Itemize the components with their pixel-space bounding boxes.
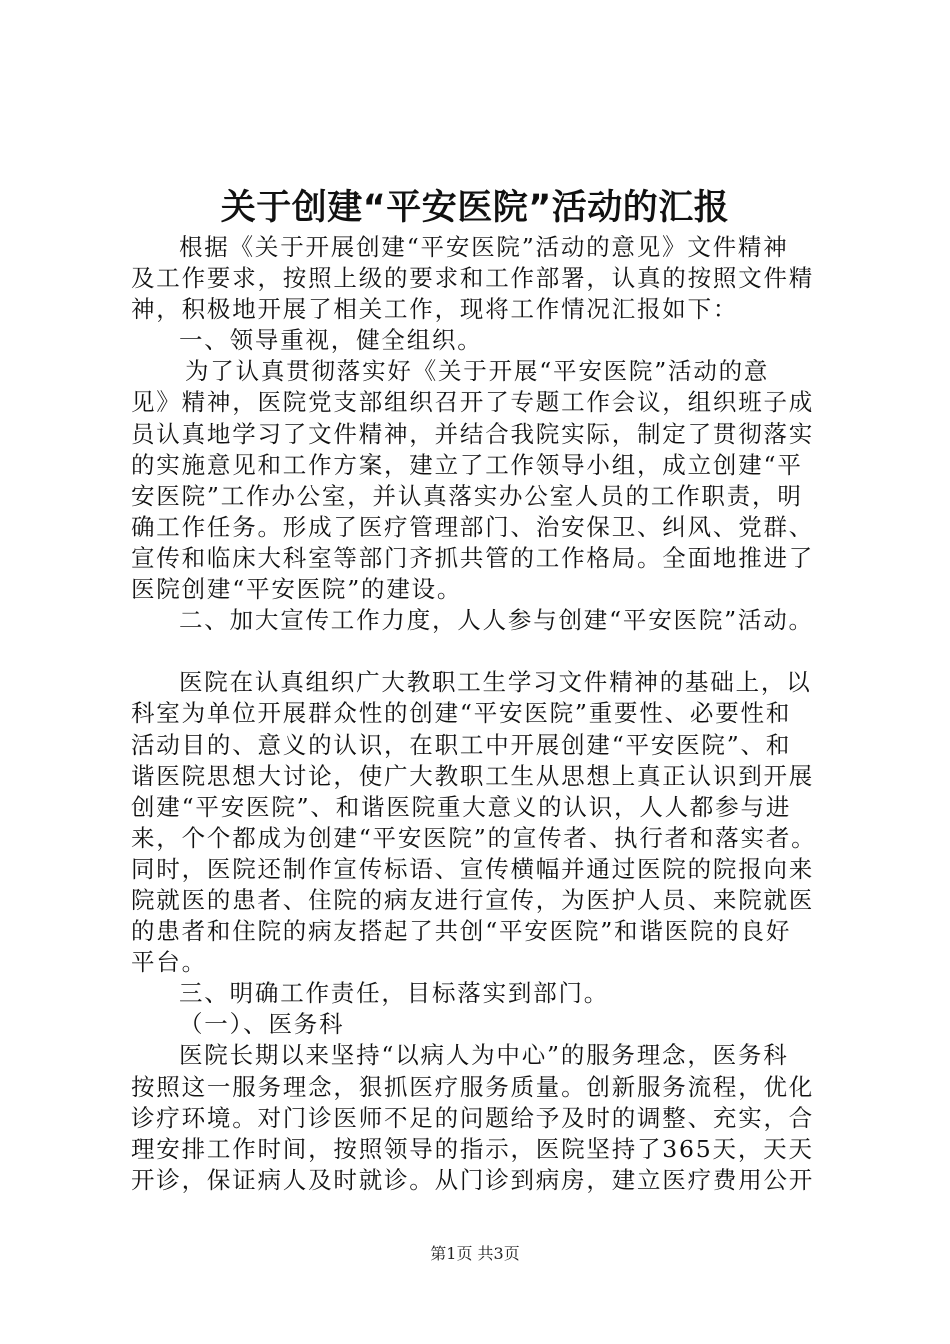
paragraph-line: 医院长期以来坚持“以病人为中心”的服务理念，医务科: [179, 1041, 789, 1070]
paragraph-line: 确工作任务。形成了医疗管理部门、治安保卫、纠风、党群、: [131, 512, 815, 541]
paragraph-line: 神，积极地开展了相关工作，现将工作情况汇报如下：: [131, 295, 739, 324]
section-heading: 一、领导重视，健全组织。: [179, 326, 483, 355]
paragraph-line: 院就医的患者、住院的病友进行宣传，为医护人员、来院就医: [131, 885, 815, 914]
paragraph-line: 医院创建“平安医院”的建设。: [131, 575, 463, 604]
paragraph-line: 同时，医院还制作宣传标语、宣传横幅并通过医院的院报向来: [131, 854, 815, 883]
paragraph-line: 根据《关于开展创建“平安医院”活动的意见》文件精神: [179, 233, 789, 261]
paragraph-line: 的实施意见和工作方案，建立了工作领导小组，成立创建“平: [131, 450, 803, 479]
blank-line: [131, 636, 851, 667]
paragraph-line: 为了认真贯彻落实好《关于开展“平安医院”活动的意: [185, 357, 770, 386]
paragraph-line: 诊疗环境。对门诊医师不足的问题给予及时的调整、充实，合: [131, 1103, 815, 1132]
paragraph-line: 谐医院思想大讨论，使广大教职工生从思想上真正认识到开展: [131, 761, 815, 790]
section-heading: 二、加大宣传工作力度，人人参与创建“平安医院”活动。: [179, 606, 814, 635]
paragraph-line: 宣传和临床大科室等部门齐抓共管的工作格局。全面地推进了: [131, 543, 815, 572]
paragraph-line: 的患者和住院的病友搭起了共创“平安医院”和谐医院的良好: [131, 917, 792, 946]
paragraph-line: 及工作要求，按照上级的要求和工作部署，认真的按照文件精: [131, 264, 815, 293]
paragraph-line: 医院在认真组织广大教职工生学习文件精神的基础上，以: [179, 668, 812, 697]
paragraph-line: 理安排工作时间，按照领导的指示，医院坚持了365天，天天: [131, 1134, 814, 1163]
paragraph-line: 员认真地学习了文件精神，并结合我院实际，制定了贯彻落实: [131, 419, 815, 448]
document-title: 关于创建“平安医院”活动的汇报: [220, 188, 730, 228]
document-body: [131, 232, 851, 1196]
subsection-heading: （一）、医务科: [179, 1010, 345, 1039]
paragraph-line: 平台。: [131, 948, 207, 977]
paragraph-line: 安医院”工作办公室，并认真落实办公室人员的工作职责，明: [131, 481, 803, 510]
paragraph-line: 科室为单位开展群众性的创建“平安医院”重要性、必要性和: [131, 699, 792, 728]
paragraph-line: 活动目的、意义的认识，在职工中开展创建“平安医院”、和: [131, 730, 792, 759]
paragraph-line: 按照这一服务理念，狠抓医疗服务质量。创新服务流程，优化: [131, 1072, 815, 1101]
section-heading: 三、明确工作责任，目标落实到部门。: [179, 979, 610, 1008]
paragraph-line: 来，个个都成为创建“平安医院”的宣传者、执行者和落实者。: [131, 823, 817, 852]
paragraph-line: 见》精神，医院党支部组织召开了专题工作会议，组织班子成: [131, 388, 815, 417]
paragraph-line: 创建“平安医院”、和谐医院重大意义的认识，人人都参与进: [131, 792, 792, 821]
paragraph-line: 开诊，保证病人及时就诊。从门诊到病房，建立医疗费用公开: [131, 1165, 815, 1194]
page-footer: 第1页 共3页: [430, 1244, 520, 1263]
